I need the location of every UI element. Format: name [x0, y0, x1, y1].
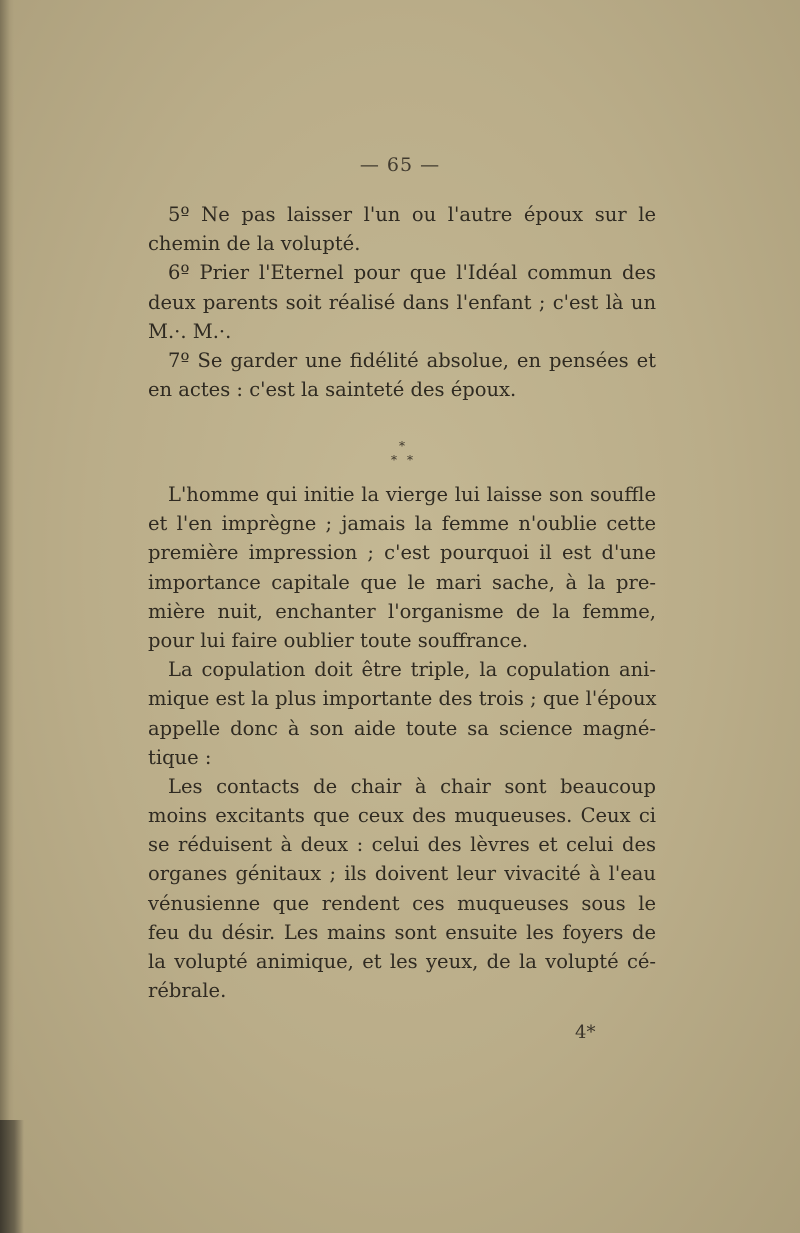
binding-shadow — [0, 1120, 24, 1233]
body-text — [148, 200, 656, 404]
text-line: feu du désir. Les mains sont ensuite les foyers de — [148, 920, 656, 944]
page-number-header: — 65 — — [359, 154, 441, 176]
text-line: L'homme qui initie la vierge lui laisse son souffle — [168, 483, 656, 506]
section-separator — [385, 440, 425, 476]
text-line: Les contacts de chair à chair sont beaucoup — [168, 774, 656, 798]
text-line: tique : — [148, 745, 212, 769]
separator-star: * — [399, 439, 405, 453]
printer-signature-mark: 4* — [575, 1022, 596, 1043]
text-line: 7º Se garder une fidélité absolue, en pensées et — [168, 348, 656, 372]
page-edge-shadow — [0, 0, 14, 1233]
text-line: moins excitants que ceux des muqueuses. Ceux ci — [148, 804, 656, 828]
text-line: appelle donc à son aide toute sa science magné- — [148, 716, 656, 740]
text-line: se réduisent à deux : celui des lèvres et celui des — [148, 833, 656, 857]
text-line: La copulation doit être triple, la copulation ani- — [168, 658, 656, 682]
text-line: et l'en imprègne ; jamais la femme n'oublie cette — [148, 512, 656, 536]
text-line: 6º Prier l'Eternel pour que l'Idéal commun des — [168, 261, 656, 285]
text-line: pour lui faire oublier toute souffrance. — [148, 628, 529, 652]
text-line: 5º Ne pas laisser l'un ou l'autre époux sur le — [168, 203, 656, 226]
text-line: importance capitale que le mari sache, à la pre- — [148, 570, 656, 594]
separator-star: * — [391, 453, 397, 467]
text-line: organes génitaux ; ils doivent leur vivacité à l'eau — [148, 862, 656, 886]
text-line: deux parents soit réalisé dans l'enfant ; c'est là un — [148, 290, 656, 314]
text-line: mière nuit, enchanter l'organisme de la femme, — [148, 599, 656, 623]
text-line: chemin de la volupté. — [148, 232, 361, 256]
text-line: en actes : c'est la sainteté des époux. — [148, 378, 517, 402]
text-line: M.·. M.·. — [148, 319, 232, 343]
body-text-continued — [148, 480, 656, 1005]
text-line: la volupté animique, et les yeux, de la volupté cé- — [148, 950, 656, 973]
text-line: première impression ; c'est pourquoi il est d'une — [148, 541, 656, 565]
text-line: mique est la plus importante des trois ; que l'époux — [148, 687, 657, 711]
text-line: vénusienne que rendent ces muqueuses sous le — [148, 891, 656, 915]
separator-star: * — [407, 453, 413, 467]
text-line: rébrale. — [148, 979, 227, 1003]
